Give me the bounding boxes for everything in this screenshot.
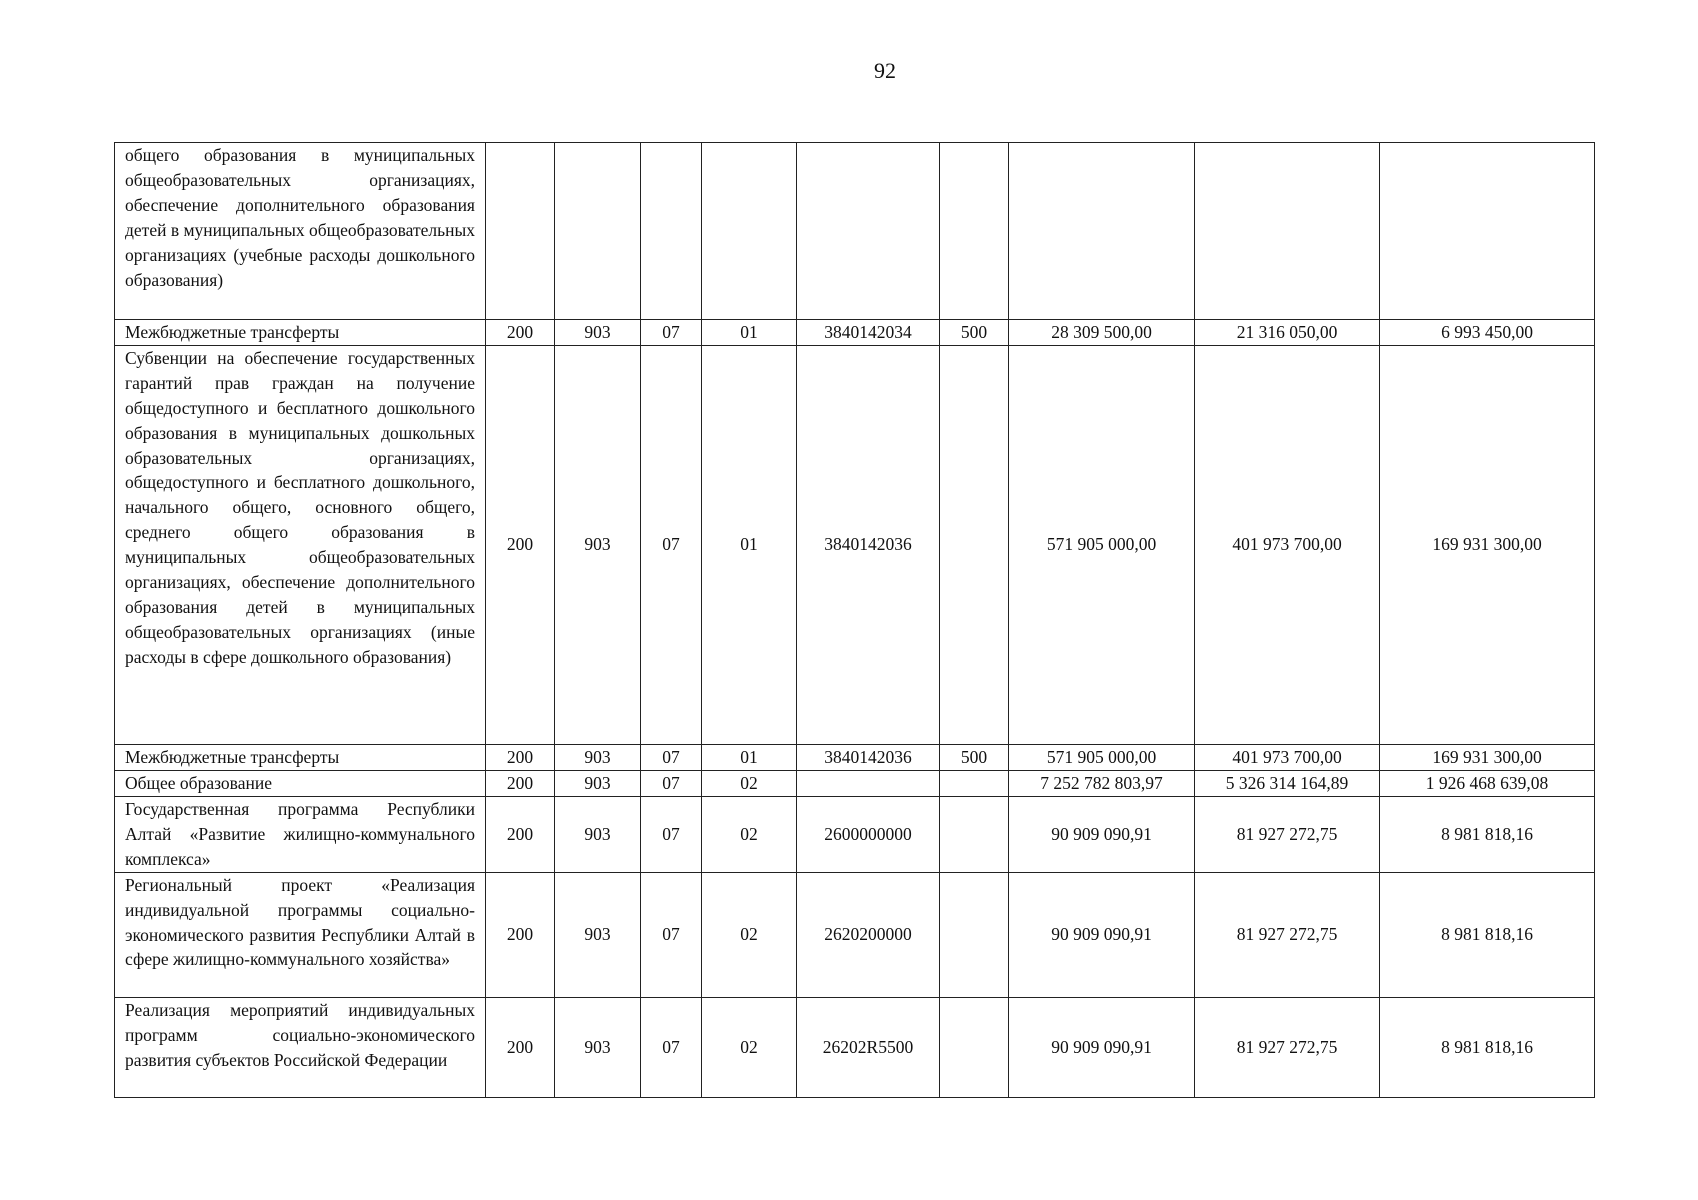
cell-subsection [702, 143, 797, 320]
cell-admin: 200 [486, 320, 555, 346]
cell-chapter: 903 [555, 997, 641, 1097]
cell-admin: 200 [486, 345, 555, 744]
row-name: Реализация мероприятий индивидуальных программ социально-экономического развития субъектов Российской Федерации [115, 997, 486, 1097]
cell-federal: 401 973 700,00 [1195, 744, 1380, 770]
cell-total: 571 905 000,00 [1009, 345, 1195, 744]
row-name: Межбюджетные трансферты [115, 320, 486, 346]
cell-chapter [555, 143, 641, 320]
cell-admin: 200 [486, 872, 555, 997]
cell-chapter: 903 [555, 770, 641, 796]
row-name: Региональный проект «Реализация индивидуальной программы социально-экономического развития Республики Алтай в сфере жилищно-коммунального хозяйства» [115, 872, 486, 997]
cell-total: 90 909 090,91 [1009, 796, 1195, 872]
cell-federal: 21 316 050,00 [1195, 320, 1380, 346]
cell-target: 3840142034 [797, 320, 940, 346]
table-body [115, 143, 1595, 1098]
cell-section: 07 [641, 872, 702, 997]
row-name: общего образования в муниципальных общеобразовательных организациях, обеспечение дополнительного образования детей в муниципальных общеобразовательных организациях (учебные расходы дошкольного образования) [115, 143, 486, 320]
cell-federal [1195, 143, 1380, 320]
cell-chapter: 903 [555, 744, 641, 770]
cell-section: 07 [641, 345, 702, 744]
table-row [115, 345, 1595, 744]
cell-total: 571 905 000,00 [1009, 744, 1195, 770]
cell-section: 07 [641, 320, 702, 346]
cell-vr [940, 143, 1009, 320]
row-name: Государственная программа Республики Алтай «Развитие жилищно-коммунального комплекса» [115, 796, 486, 872]
table-row [115, 770, 1595, 796]
cell-subsection: 01 [702, 345, 797, 744]
cell-vr [940, 872, 1009, 997]
cell-federal: 5 326 314 164,89 [1195, 770, 1380, 796]
cell-republic: 169 931 300,00 [1380, 744, 1595, 770]
cell-target: 3840142036 [797, 744, 940, 770]
cell-subsection: 02 [702, 872, 797, 997]
cell-target [797, 770, 940, 796]
cell-total: 90 909 090,91 [1009, 872, 1195, 997]
cell-vr: 500 [940, 744, 1009, 770]
table-row [115, 796, 1595, 872]
cell-vr [940, 770, 1009, 796]
cell-vr [940, 345, 1009, 744]
table-row [115, 143, 1595, 320]
cell-republic: 1 926 468 639,08 [1380, 770, 1595, 796]
cell-target: 2600000000 [797, 796, 940, 872]
cell-federal: 401 973 700,00 [1195, 345, 1380, 744]
cell-chapter: 903 [555, 796, 641, 872]
cell-target [797, 143, 940, 320]
cell-republic: 6 993 450,00 [1380, 320, 1595, 346]
row-name: Общее образование [115, 770, 486, 796]
cell-admin: 200 [486, 770, 555, 796]
cell-subsection: 02 [702, 770, 797, 796]
page-number: 92 [874, 58, 896, 83]
cell-target: 2620200000 [797, 872, 940, 997]
cell-target: 26202R5500 [797, 997, 940, 1097]
cell-federal: 81 927 272,75 [1195, 872, 1380, 997]
cell-subsection: 02 [702, 997, 797, 1097]
cell-chapter: 903 [555, 345, 641, 744]
cell-subsection: 02 [702, 796, 797, 872]
budget-table [114, 142, 1595, 1098]
row-name: Субвенции на обеспечение государственных гарантий прав граждан на получение общедоступного и бесплатного дошкольного образования в муниципальных дошкольных образовательных организациях, общедоступного и бесплатного дошкольного, начального общего, основного общего, среднего общего образования в муниципальных общеобразовательных организациях, обеспечение дополнительного образования детей в муниципальных общеобразовательных организациях (иные расходы в сфере дошкольного образования) [115, 345, 486, 744]
cell-vr: 500 [940, 320, 1009, 346]
cell-republic: 8 981 818,16 [1380, 872, 1595, 997]
table-row [115, 997, 1595, 1097]
cell-total [1009, 143, 1195, 320]
cell-republic: 169 931 300,00 [1380, 345, 1595, 744]
cell-total: 28 309 500,00 [1009, 320, 1195, 346]
cell-vr [940, 796, 1009, 872]
cell-admin: 200 [486, 796, 555, 872]
cell-section: 07 [641, 997, 702, 1097]
cell-total: 90 909 090,91 [1009, 997, 1195, 1097]
cell-admin: 200 [486, 744, 555, 770]
table-row [115, 320, 1595, 346]
cell-section [641, 143, 702, 320]
cell-target: 3840142036 [797, 345, 940, 744]
cell-total: 7 252 782 803,97 [1009, 770, 1195, 796]
cell-section: 07 [641, 744, 702, 770]
cell-section: 07 [641, 796, 702, 872]
cell-chapter: 903 [555, 320, 641, 346]
row-name: Межбюджетные трансферты [115, 744, 486, 770]
cell-federal: 81 927 272,75 [1195, 796, 1380, 872]
cell-admin [486, 143, 555, 320]
cell-republic: 8 981 818,16 [1380, 796, 1595, 872]
table-row [115, 744, 1595, 770]
cell-federal: 81 927 272,75 [1195, 997, 1380, 1097]
cell-subsection: 01 [702, 320, 797, 346]
table-row [115, 872, 1595, 997]
cell-republic [1380, 143, 1595, 320]
cell-republic: 8 981 818,16 [1380, 997, 1595, 1097]
cell-section: 07 [641, 770, 702, 796]
cell-admin: 200 [486, 997, 555, 1097]
cell-subsection: 01 [702, 744, 797, 770]
cell-vr [940, 997, 1009, 1097]
cell-chapter: 903 [555, 872, 641, 997]
